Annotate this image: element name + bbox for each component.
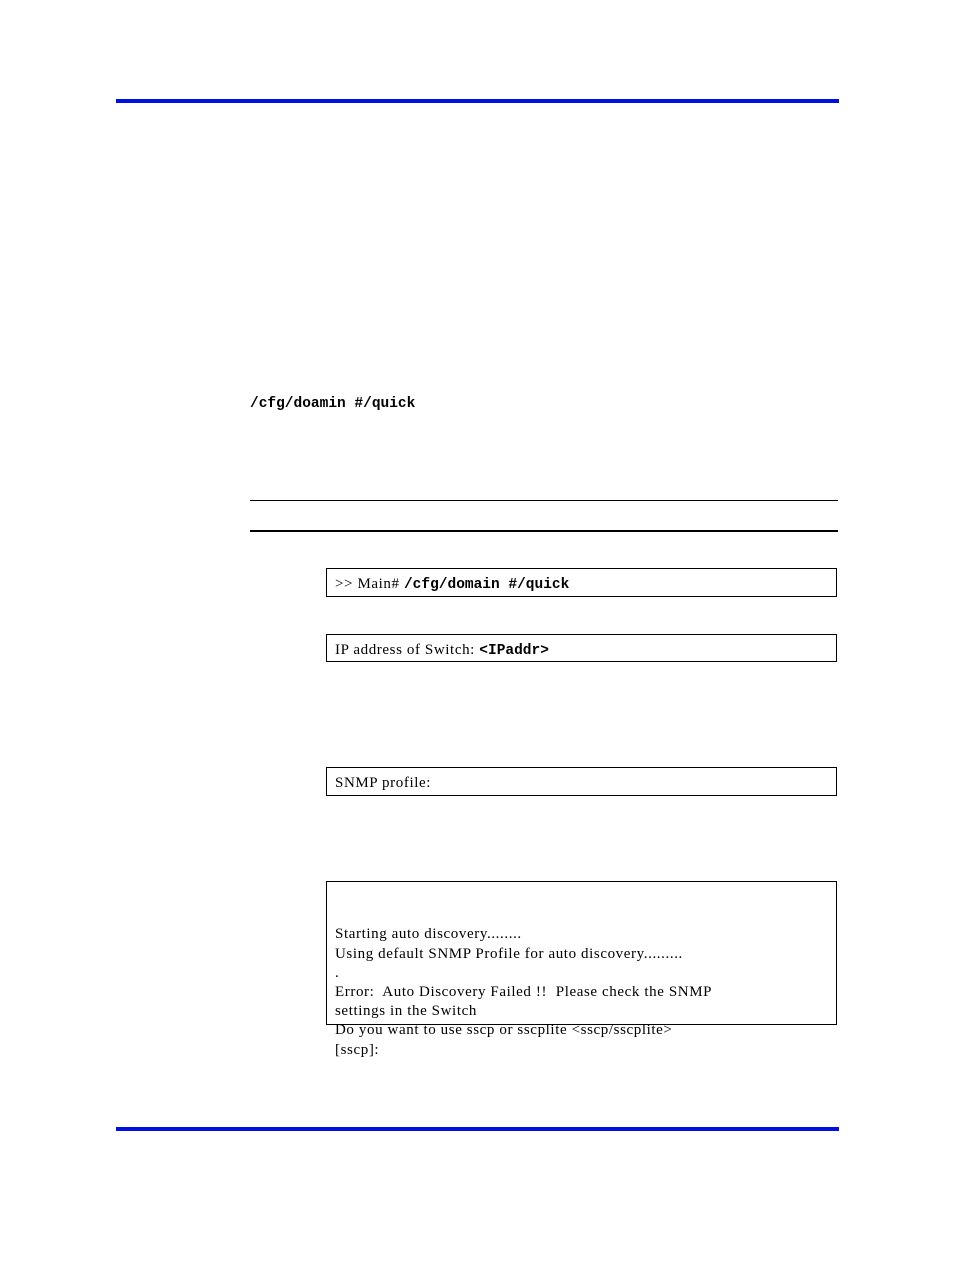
table-top-rule	[250, 500, 838, 501]
output-line: settings in the Switch	[335, 1003, 477, 1020]
header-rule	[116, 99, 839, 103]
output-line: Do you want to use sscp or sscplite <sscp/sscplite>	[335, 1022, 673, 1039]
footer-rule	[116, 1127, 839, 1131]
main-prompt-command: /cfg/domain #/quick	[403, 577, 570, 593]
output-line: .	[335, 964, 340, 981]
ip-prompt-value: <IPaddr>	[479, 643, 549, 659]
output-line: Error: Auto Discovery Failed !! Please check the SNMP	[335, 984, 713, 1001]
command-heading: /cfg/doamin #/quick	[250, 396, 416, 412]
ip-prompt-box	[326, 634, 837, 662]
snmp-prompt-box	[326, 767, 837, 796]
output-line: [sscp]:	[335, 1041, 380, 1058]
main-prompt-box	[326, 568, 837, 597]
snmp-prompt-label: SNMP profile:	[335, 775, 431, 791]
discovery-output-box	[326, 881, 837, 1058]
ip-prompt-label: IP address of Switch:	[335, 642, 480, 658]
table-bottom-rule	[250, 530, 838, 532]
main-prompt-prefix: >> Main#	[335, 576, 404, 592]
output-line: Starting auto discovery........	[335, 926, 522, 943]
output-line: Using default SNMP Profile for auto discovery.........	[335, 945, 683, 962]
